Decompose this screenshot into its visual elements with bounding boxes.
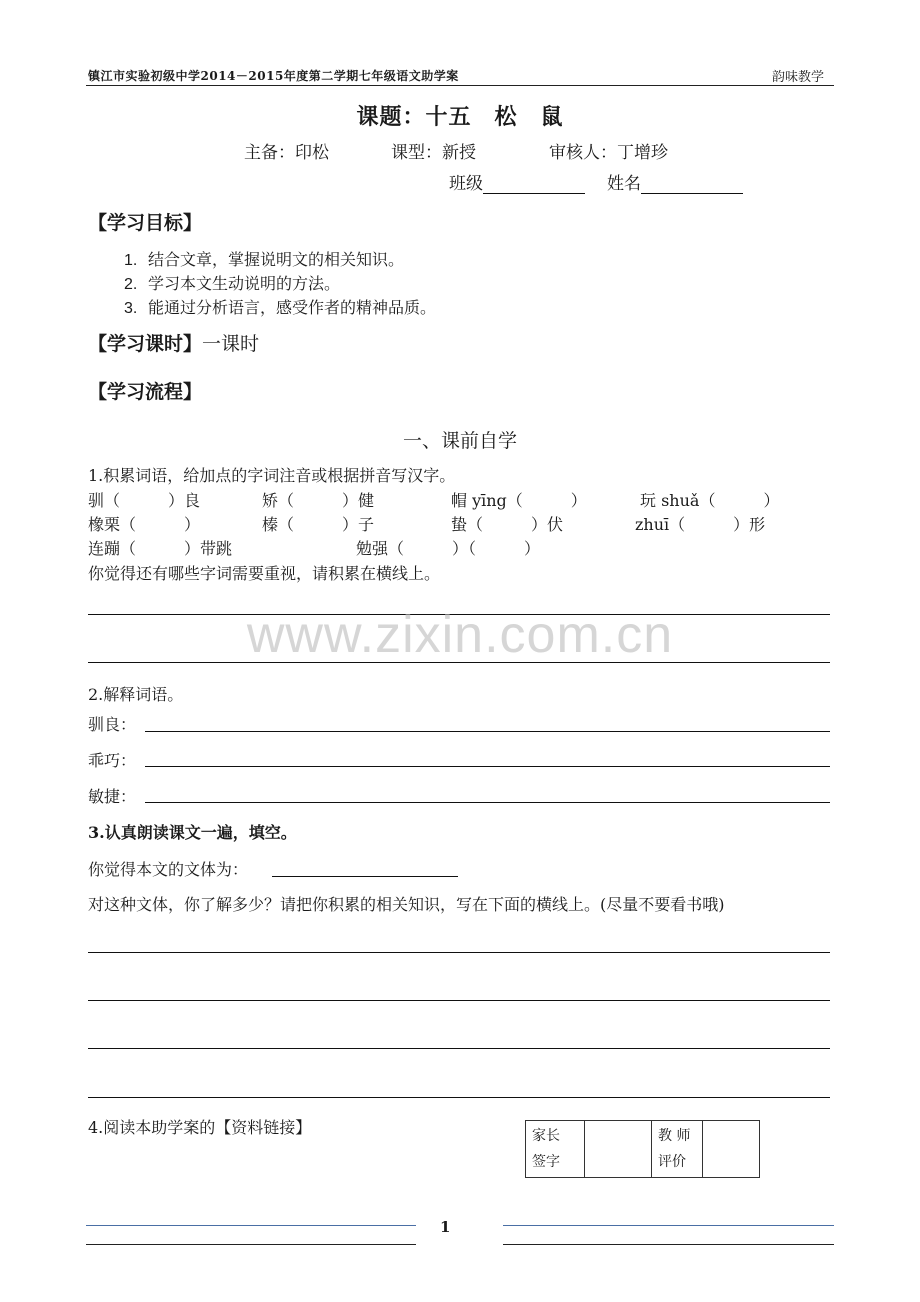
definition-line[interactable] <box>145 731 830 732</box>
name-blank[interactable] <box>641 175 743 194</box>
hours-heading: 【学习课时】 <box>88 333 203 355</box>
teacher-label-line1: 教 师 <box>658 1128 691 1144</box>
part1-title: 一、课前自学 <box>402 430 517 452</box>
definition-line[interactable] <box>145 766 830 767</box>
answer-line[interactable] <box>88 952 830 953</box>
vocab-item[interactable]: 勉强（ ）（ ） <box>356 539 541 558</box>
goal-text: 结合文章，掌握说明文的相关知识。 <box>148 250 405 269</box>
parent-sign-label <box>526 1121 585 1178</box>
lesson-type: 课型：新授 <box>391 143 476 163</box>
word-label: 乖巧： <box>88 751 137 770</box>
vocab-item[interactable]: 蛰（ ）伏 <box>451 515 564 534</box>
teacher-label-line2: 评价 <box>658 1154 686 1170</box>
vocab-item[interactable]: 玩 shuǎ（ ） <box>640 491 780 510</box>
q2-prompt: 2.解释词语。 <box>88 685 184 704</box>
footer-line <box>86 1244 416 1245</box>
goal-item <box>124 247 404 270</box>
word-label: 驯良： <box>88 715 137 734</box>
genre-label: 你觉得本文的文体为： <box>88 860 249 879</box>
goal-text: 学习本文生动说明的方法。 <box>148 274 341 293</box>
vocab-item[interactable]: 帽 yīng（ ） <box>451 491 587 510</box>
vocab-item[interactable]: 橡栗（ ） <box>88 515 201 534</box>
class-label: 班级 <box>449 174 483 194</box>
process-heading: 【学习流程】 <box>88 381 203 403</box>
q1-prompt: 1.积累词语，给加点的字词注音或根据拼音写汉字。 <box>88 466 456 485</box>
knowledge-prompt: 对这种文体，你了解多少？请把你积累的相关知识，写在下面的横线上。(尽量不要看书哦) <box>88 895 725 914</box>
q1-extra: 你觉得还有哪些字词需要重视，请积累在横线上。 <box>88 564 441 583</box>
parent-label-line2: 签字 <box>532 1154 560 1170</box>
vocab-item[interactable]: zhuī（ ）形 <box>635 515 766 534</box>
definition-line[interactable] <box>145 802 830 803</box>
hours-value: 一课时 <box>202 333 260 355</box>
answer-line[interactable] <box>88 1097 830 1098</box>
goal-num: 3. <box>124 300 138 317</box>
vocab-item[interactable]: 矫（ ）健 <box>262 491 375 510</box>
teacher-eval-label <box>652 1121 703 1178</box>
word-label: 敏捷： <box>88 787 137 806</box>
hours-row <box>88 329 259 356</box>
page-number: 1 <box>440 1218 451 1236</box>
preparer: 主备：印松 <box>244 143 329 163</box>
signature-table <box>525 1120 760 1178</box>
header-divider <box>86 85 834 86</box>
vocab-item[interactable]: 榛（ ）子 <box>262 515 375 534</box>
brand-label: 韵味教学 <box>772 70 825 85</box>
footer-line-blue <box>503 1225 834 1226</box>
class-blank[interactable] <box>483 175 585 194</box>
name-label: 姓名 <box>607 174 641 194</box>
vocab-item[interactable]: 连蹦（ ）带跳 <box>88 539 233 558</box>
goals-heading: 【学习目标】 <box>88 212 203 234</box>
goal-item <box>124 295 436 318</box>
vocab-item[interactable]: 驯（ ）良 <box>88 491 201 510</box>
q4-prompt: 4.阅读本助学案的【资料链接】 <box>88 1118 312 1137</box>
parent-sign-cell[interactable] <box>585 1121 652 1178</box>
watermark: www.zixin.com.cn <box>246 606 674 664</box>
footer-line-blue <box>86 1225 416 1226</box>
goal-item <box>124 271 340 294</box>
parent-label-line1: 家长 <box>532 1128 560 1144</box>
teacher-eval-cell[interactable] <box>703 1121 760 1178</box>
answer-line[interactable] <box>88 1000 830 1001</box>
goal-num: 2. <box>124 276 138 293</box>
page-title: 课题：十五 松 鼠 <box>356 104 564 130</box>
genre-blank[interactable] <box>272 876 458 877</box>
answer-line[interactable] <box>88 1048 830 1049</box>
reviewer: 审核人：丁增珍 <box>549 143 668 163</box>
class-field[interactable] <box>449 169 585 194</box>
q3-prompt: 3.认真朗读课文一遍，填空。 <box>88 823 297 842</box>
footer-line <box>503 1244 834 1245</box>
school-header: 镇江市实验初级中学2014－2015年度第二学期七年级语文助学案 <box>88 69 459 83</box>
goal-num: 1. <box>124 252 138 269</box>
goal-text: 能通过分析语言，感受作者的精神品质。 <box>148 298 437 317</box>
name-field[interactable] <box>607 169 743 194</box>
